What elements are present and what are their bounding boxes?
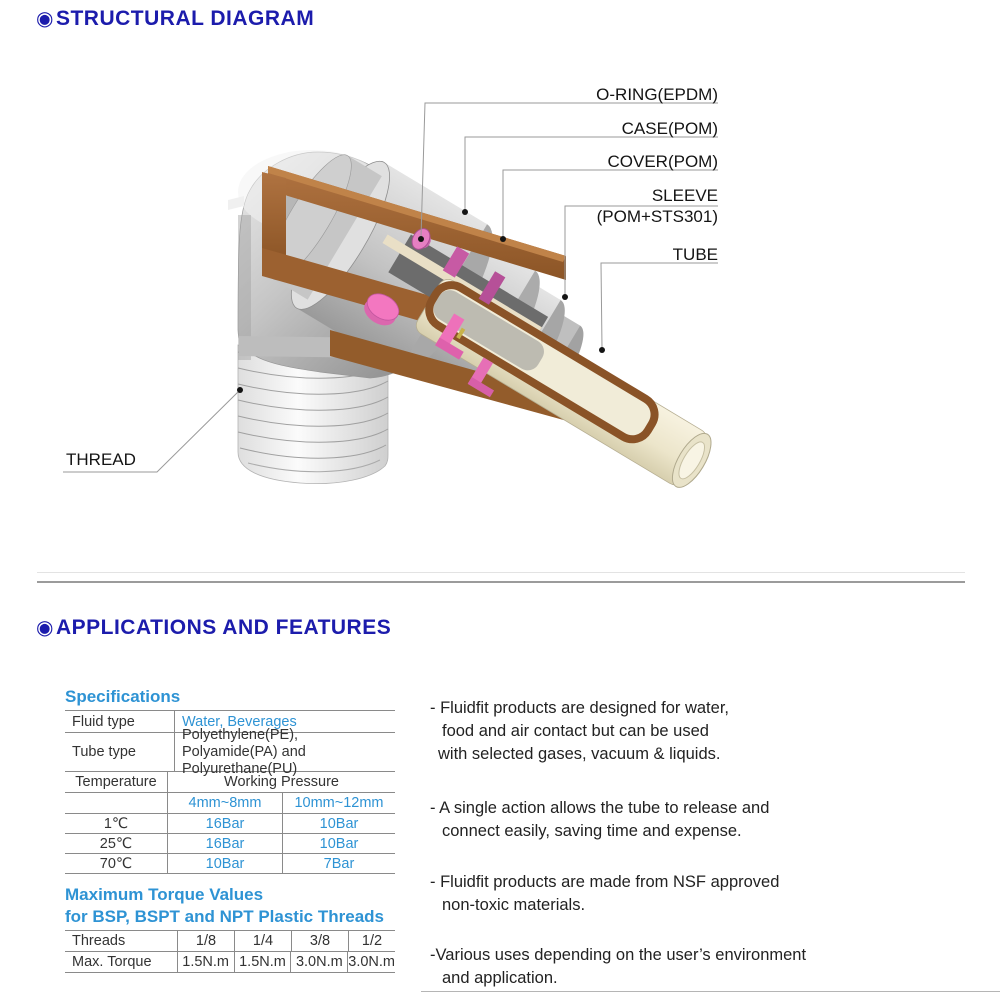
- structural-diagram-title: STRUCTURAL DIAGRAM: [55, 7, 315, 30]
- spec-temp-1: 25℃: [65, 834, 168, 853]
- spec-temp-0: 1℃: [65, 814, 168, 833]
- torque-title: [65, 884, 384, 928]
- feature-line: - A single action allows the tube to release and: [430, 799, 770, 817]
- spec-press-0-small: 16Bar: [205, 815, 245, 832]
- torque-title-line1: Maximum Torque Values: [65, 885, 264, 904]
- feature-line: connect easily, saving time and expense.: [442, 822, 742, 840]
- table-row: [65, 772, 395, 793]
- feature-line: - Fluidfit products are made from NSF approved: [430, 873, 780, 891]
- feature-item: [430, 797, 769, 843]
- spec-range-small: 4mm~8mm: [188, 795, 262, 811]
- table-row: [65, 931, 395, 952]
- spec-press-1-small: 16Bar: [205, 835, 245, 852]
- spec-tube-label: Tube type: [65, 733, 175, 771]
- label-tube: TUBE: [672, 245, 718, 264]
- torque-value-1: 1.5N.m: [234, 952, 291, 972]
- torque-size-1: 1/4: [234, 931, 291, 951]
- table-row: [65, 952, 395, 973]
- divider-light: [37, 572, 965, 573]
- feature-line: and application.: [442, 969, 558, 987]
- feature-line: - Fluidfit products are designed for water,: [430, 699, 729, 717]
- spec-press-2-small: 10Bar: [205, 855, 245, 872]
- label-thread: THREAD: [66, 450, 136, 469]
- feature-item: [430, 944, 806, 990]
- torque-size-0: 1/8: [195, 933, 217, 949]
- spec-press-1-large: 10Bar: [282, 834, 395, 853]
- spec-table: [65, 710, 395, 874]
- label-sleeve: [597, 185, 718, 227]
- spec-title: Specifications: [65, 687, 181, 706]
- label-sleeve-line2: (POM+STS301): [596, 207, 718, 226]
- torque-max-label: Max. Torque: [65, 952, 178, 972]
- table-row: [65, 814, 395, 834]
- torque-value-3: 3.0N.m: [348, 954, 395, 970]
- footer-rule: [421, 991, 1000, 992]
- torque-title-line2: for BSP, BSPT and NPT Plastic Threads: [65, 907, 384, 926]
- feature-line: non-toxic materials.: [442, 896, 586, 914]
- torque-table: [65, 930, 395, 973]
- torque-value-2: 3.0N.m: [290, 952, 347, 972]
- table-row: [65, 726, 395, 777]
- spec-fluid-value: Water, Beverages: [182, 713, 297, 730]
- label-cover: COVER(POM): [607, 152, 718, 171]
- label-case: CASE(POM): [621, 119, 718, 138]
- spec-tube-value: Polyethylene(PE), Polyamide(PA) and Polyurethane(PU): [182, 726, 306, 777]
- torque-size-3: 1/2: [348, 931, 395, 951]
- torque-value-0: 1.5N.m: [182, 954, 230, 970]
- feature-item: [430, 871, 779, 917]
- feature-item: [430, 697, 729, 766]
- spec-wp-label: Working Pressure: [224, 774, 339, 790]
- spec-press-0-large: 10Bar: [282, 814, 395, 833]
- section-marker-icon: ◉: [36, 617, 54, 639]
- spec-press-2-large: 7Bar: [282, 854, 395, 873]
- spec-temp-2: 70℃: [65, 854, 168, 873]
- section-marker-icon: ◉: [36, 8, 54, 30]
- section-divider: [37, 581, 965, 583]
- feature-line: -Various uses depending on the user’s environment: [430, 946, 807, 964]
- torque-size-2: 3/8: [291, 931, 348, 951]
- table-row: [65, 834, 395, 854]
- table-row: [65, 854, 395, 874]
- label-oring: O-RING(EPDM): [596, 85, 718, 104]
- feature-line: food and air contact but can be used: [442, 722, 709, 740]
- spec-temp-label: Temperature: [65, 772, 168, 792]
- applications-title: APPLICATIONS AND FEATURES: [55, 616, 392, 639]
- label-sleeve-line1: SLEEVE: [651, 186, 718, 205]
- spec-fluid-label: Fluid type: [65, 711, 175, 732]
- feature-line: with selected gases, vacuum & liquids.: [438, 745, 721, 763]
- table-row: [65, 793, 395, 814]
- torque-threads-label: Threads: [65, 931, 178, 951]
- spec-range-large: 10mm~12mm: [282, 793, 395, 813]
